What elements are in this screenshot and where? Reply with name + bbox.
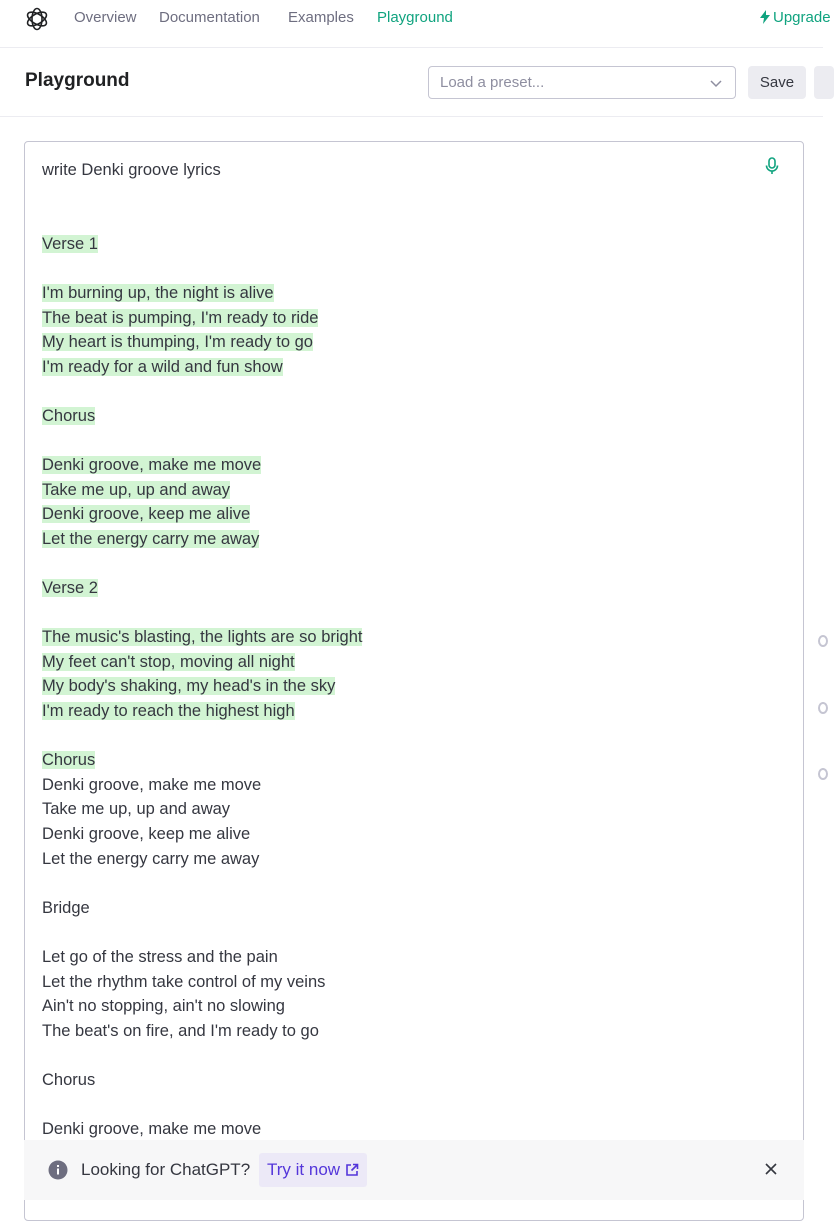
editor-line-text: Let the energy carry me away [42, 849, 260, 868]
editor-line-text: Verse 2 [42, 579, 98, 598]
editor-line-text: Verse 1 [42, 234, 98, 253]
editor-line-text: Let go of the stress and the pain [42, 948, 278, 966]
editor-line [42, 773, 782, 798]
editor-line [42, 871, 782, 896]
editor-line-text: I'm ready to reach the highest high [42, 702, 295, 721]
editor-line [42, 674, 782, 699]
try-it-now-button[interactable] [259, 1153, 367, 1187]
editor-line [42, 650, 782, 675]
editor-line [42, 625, 782, 650]
chatgpt-banner [24, 1140, 804, 1200]
editor-line-text: Let the energy carry me away [42, 529, 260, 548]
top-nav [0, 0, 831, 48]
editor-line-text: Ain't no stopping, ain't no slowing [42, 997, 285, 1016]
editor-line [42, 478, 782, 503]
editor-line [42, 748, 782, 773]
editor-line-text: My heart is thumping, I'm ready to go [42, 333, 313, 352]
editor-line [42, 232, 782, 257]
nav-link-playground[interactable]: Playground [377, 9, 453, 26]
editor-line [42, 552, 782, 577]
chevron-down-icon [709, 76, 723, 90]
editor-line [42, 502, 782, 527]
editor-line-text: Take me up, up and away [42, 480, 231, 499]
editor-line-text: I'm ready for a wild and fun show [42, 357, 283, 376]
editor-line [42, 527, 782, 552]
try-it-now-label: Try it now [267, 1160, 341, 1179]
editor-line [42, 1093, 782, 1118]
editor-line [42, 601, 782, 626]
editor-line [42, 994, 782, 1019]
editor-line-text: Let the rhythm take control of my veins [42, 972, 326, 991]
more-options-button[interactable] [814, 66, 834, 99]
editor-line [42, 453, 782, 478]
side-control-dot[interactable] [818, 702, 828, 714]
editor-line-text: My body's shaking, my head's in the sky [42, 677, 336, 696]
editor-line-text: I'm burning up, the night is alive [42, 283, 274, 302]
editor-line [42, 1068, 782, 1093]
save-button[interactable]: Save [748, 66, 806, 99]
editor-line [42, 822, 782, 847]
editor-line [42, 896, 782, 921]
editor-line [42, 970, 782, 995]
prompt-editor[interactable] [24, 141, 804, 1221]
editor-line-text: Bridge [42, 898, 90, 917]
editor-line [42, 699, 782, 724]
editor-line [42, 797, 782, 822]
nav-link-overview[interactable]: Overview [74, 9, 137, 26]
editor-line-text: Denki groove, make me move [42, 775, 262, 794]
side-control-dot[interactable] [818, 768, 828, 780]
editor-line [42, 404, 782, 429]
editor-line [42, 724, 782, 749]
editor-line [42, 306, 782, 331]
editor-line-text: Denki groove, make me move [42, 456, 262, 475]
editor-line [42, 920, 782, 945]
banner-text: Looking for ChatGPT? [81, 1160, 251, 1179]
editor-line [42, 379, 782, 404]
external-link-icon [345, 1163, 359, 1177]
nav-link-documentation[interactable]: Documentation [159, 9, 260, 26]
editor-line [42, 1019, 782, 1044]
editor-line-text: The beat's on fire, and I'm ready to go [42, 1021, 319, 1040]
editor-line [42, 847, 782, 872]
editor-line [42, 158, 782, 183]
page-title: Playground [25, 70, 130, 91]
upgrade-label: Upgrade [773, 9, 831, 26]
editor-line-text: Denki groove, keep me alive [42, 825, 251, 844]
editor-line [42, 1117, 782, 1142]
close-icon[interactable] [764, 1162, 778, 1176]
editor-line [42, 183, 782, 208]
side-control-dot[interactable] [818, 635, 828, 647]
editor-line-text: write Denki groove lyrics [42, 161, 221, 179]
editor-line-text: Chorus [42, 751, 96, 770]
editor-line [42, 576, 782, 601]
editor-line [42, 207, 782, 232]
editor-line-text: The beat is pumping, I'm ready to ride [42, 308, 319, 327]
editor-line [42, 256, 782, 281]
editor-line [42, 1043, 782, 1068]
editor-line [42, 945, 782, 970]
editor-line [42, 330, 782, 355]
editor-text [42, 158, 782, 1142]
upgrade-link[interactable] [760, 8, 831, 28]
info-icon [48, 1160, 68, 1180]
editor-line [42, 429, 782, 454]
editor-line-text: Denki groove, keep me alive [42, 505, 251, 524]
editor-line-text: The music's blasting, the lights are so bright [42, 628, 363, 647]
preset-select[interactable] [428, 66, 736, 99]
lightning-icon [760, 10, 770, 24]
editor-line [42, 281, 782, 306]
editor-line-text: Take me up, up and away [42, 800, 231, 819]
playground-header [0, 49, 823, 117]
preset-placeholder: Load a preset... [440, 74, 545, 91]
editor-line [42, 355, 782, 380]
editor-line-text: Chorus [42, 1070, 96, 1089]
editor-line-text: My feet can't stop, moving all night [42, 652, 295, 671]
editor-line-text: Denki groove, make me move [42, 1120, 262, 1139]
openai-logo-icon[interactable] [24, 6, 50, 32]
editor-line-text: Chorus [42, 406, 96, 425]
nav-link-examples[interactable]: Examples [288, 9, 354, 26]
